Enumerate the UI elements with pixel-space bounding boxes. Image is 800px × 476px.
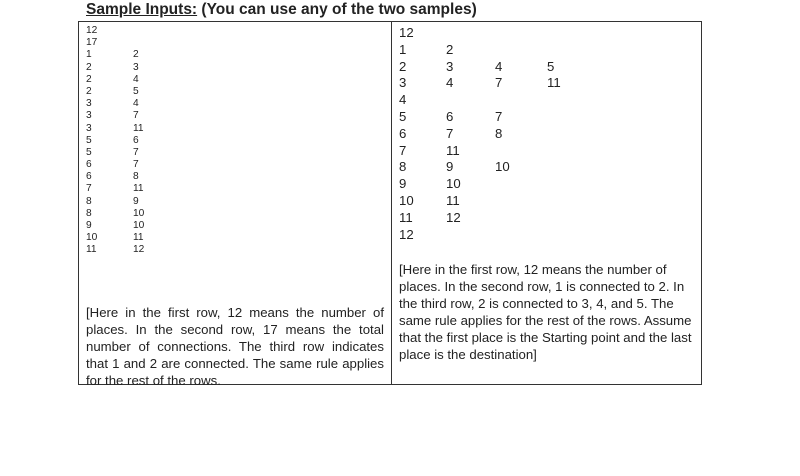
sample-value: 5 — [547, 58, 555, 74]
sample-row — [86, 208, 384, 220]
left-sample-rows — [86, 25, 384, 257]
sample-value: 8 — [495, 125, 503, 141]
sample-value: 10 — [446, 176, 461, 192]
sample-row — [86, 135, 384, 147]
sample-value: 11 — [399, 209, 413, 225]
sample-row — [399, 227, 699, 244]
sample-value: 5 — [86, 134, 92, 146]
sample-row — [399, 25, 699, 42]
sample-value: 12 — [133, 244, 145, 256]
sample-value: 11 — [547, 75, 561, 91]
left-sample-note: [Here in the first row, 12 means the number of places. In the second row, 17 means the total number of connections. The third row indicates that 1 and 2 are connected. The same rule applies for the rest of the rows. — [86, 305, 384, 388]
sample-value: 10 — [495, 159, 510, 175]
samples-table — [78, 21, 702, 388]
sample-value: 11 — [446, 142, 460, 158]
right-sample-note: [Here in the first row, 12 means the number of places. In the second row, 1 is connected to 2. In the third row, 2 is connected to 3, 4, and 5. The same rule applies for the rest of the rows. Assume that the first place is the Starting point and the last place is the destination] — [399, 262, 692, 362]
sample-row — [86, 74, 384, 86]
sample-row — [86, 86, 384, 98]
sample-value: 3 — [133, 61, 139, 73]
sample-row — [86, 110, 384, 122]
sample-row — [86, 183, 384, 195]
sample-row — [399, 143, 699, 160]
sample-row — [86, 123, 384, 135]
column-divider — [391, 22, 392, 384]
sample-value: 7 — [495, 108, 503, 124]
sample-value: 7 — [86, 183, 92, 195]
sample-value: 1 — [86, 49, 92, 61]
sample-value: 7 — [133, 110, 139, 122]
sample-value: 12 — [399, 226, 414, 242]
heading-title: Sample Inputs: — [86, 1, 198, 18]
sample-row — [399, 126, 699, 143]
sample-row — [86, 25, 384, 37]
sample-value: 11 — [133, 122, 144, 134]
sample-value: 6 — [86, 159, 92, 171]
sample-row — [86, 98, 384, 110]
sample-value: 4 — [446, 75, 454, 91]
sample-row — [86, 147, 384, 159]
sample-value: 8 — [133, 171, 139, 183]
page-heading — [86, 1, 477, 19]
sample-value: 2 — [133, 49, 139, 61]
sample-row — [399, 193, 699, 210]
sample-value: 10 — [133, 220, 145, 231]
sample-value: 10 — [399, 192, 414, 208]
sample-value: 6 — [399, 125, 407, 141]
sample-value: 5 — [86, 146, 92, 158]
sample-value: 7 — [446, 125, 454, 141]
sample-value: 11 — [86, 244, 97, 256]
sample-value: 1 — [399, 41, 407, 57]
sample-value: 4 — [133, 73, 139, 85]
sample-row — [399, 42, 699, 59]
sample-value: 4 — [399, 92, 407, 108]
sample-row — [399, 59, 699, 76]
sample-value: 3 — [86, 98, 92, 110]
sample-row — [86, 196, 384, 208]
sample-value: 7 — [495, 75, 503, 91]
sample-value: 9 — [399, 176, 407, 192]
sample-row — [86, 220, 384, 232]
sample-value: 10 — [133, 207, 145, 219]
sample-value: 11 — [446, 192, 460, 208]
sample-row — [86, 171, 384, 183]
sample-value: 4 — [495, 58, 503, 74]
sample-value: 11 — [133, 232, 144, 244]
right-sample-cell — [399, 25, 699, 362]
sample-value: 7 — [399, 142, 407, 158]
sample-row — [86, 159, 384, 171]
sample-value: 5 — [133, 85, 139, 97]
sample-value: 8 — [86, 207, 92, 219]
sample-value: 3 — [446, 58, 454, 74]
sample-row — [399, 176, 699, 193]
left-sample-cell — [86, 25, 384, 388]
sample-value: 3 — [86, 110, 92, 122]
sample-value: 12 — [399, 25, 414, 40]
sample-row — [399, 75, 699, 92]
sample-value: 4 — [133, 98, 139, 110]
sample-row — [86, 62, 384, 74]
sample-value: 6 — [86, 171, 92, 183]
sample-row — [86, 37, 384, 49]
sample-row — [399, 159, 699, 176]
sample-value: 7 — [133, 159, 139, 171]
sample-value: 2 — [86, 85, 92, 97]
sample-value: 2 — [446, 41, 454, 57]
heading-subtitle: (You can use any of the two samples) — [197, 1, 477, 18]
sample-value: 2 — [86, 61, 92, 73]
sample-value: 8 — [86, 195, 92, 207]
right-sample-rows — [399, 25, 699, 243]
sample-value: 17 — [86, 37, 98, 49]
sample-value: 11 — [133, 183, 144, 195]
sample-value: 6 — [446, 108, 454, 124]
sample-value: 9 — [446, 159, 454, 175]
sample-value: 8 — [399, 159, 407, 175]
sample-value: 10 — [86, 232, 98, 244]
sample-value: 2 — [86, 73, 92, 85]
sample-row — [86, 244, 384, 256]
sample-value: 7 — [133, 146, 139, 158]
sample-row — [399, 92, 699, 109]
sample-value: 9 — [86, 220, 92, 231]
sample-value: 12 — [86, 25, 98, 36]
sample-row — [86, 232, 384, 244]
sample-value: 12 — [446, 209, 461, 225]
sample-row — [399, 109, 699, 126]
sample-value: 3 — [399, 75, 407, 91]
sample-value: 3 — [86, 122, 92, 134]
sample-value: 9 — [133, 195, 139, 207]
sample-value: 5 — [399, 108, 407, 124]
sample-value: 2 — [399, 58, 407, 74]
sample-value: 6 — [133, 134, 139, 146]
sample-row — [399, 210, 699, 227]
sample-row — [86, 49, 384, 61]
